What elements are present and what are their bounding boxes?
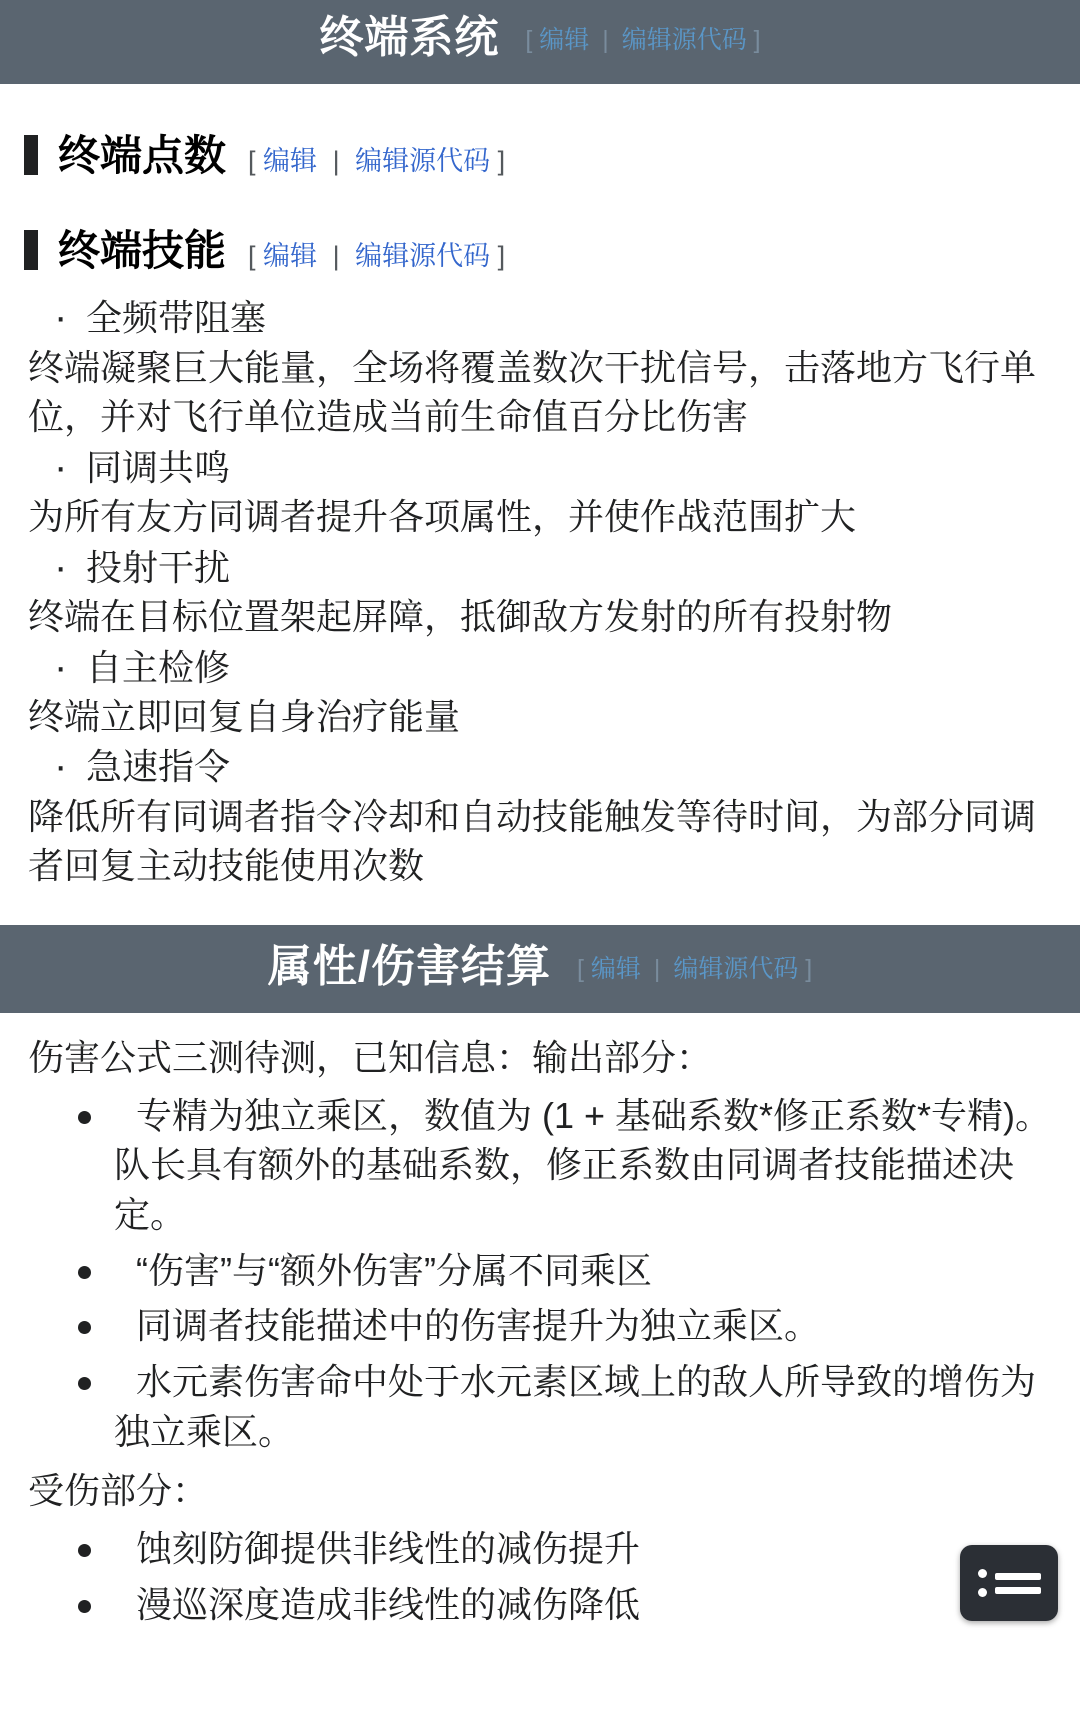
section-header-attribute-damage xyxy=(0,925,1080,1013)
output-bullet-list xyxy=(28,1091,1052,1457)
bracket-open: [ xyxy=(576,955,584,984)
link-separator: | xyxy=(332,146,340,176)
skill-description: 为所有友方同调者提升各项属性，并使作战范围扩大 xyxy=(28,496,857,538)
edit-link[interactable]: 编辑 xyxy=(539,26,590,54)
edit-source-link[interactable]: 编辑源代码 xyxy=(355,241,491,272)
menu-dot xyxy=(978,1569,987,1578)
menu-line xyxy=(995,1573,1041,1580)
skill-description: 终端凝聚巨大能量，全场将覆盖数次干扰信号，击落地方飞行单位，并对飞行单位造成当前生命值百分比伤害 xyxy=(28,346,1037,438)
list-item xyxy=(28,642,1052,742)
defense-bullet-list xyxy=(28,1524,1052,1629)
heading-marker xyxy=(24,230,38,270)
list-item: 漫巡深度造成非线性的减伤降低 xyxy=(114,1580,1052,1630)
subsection-edit-links-terminal-skills xyxy=(248,234,505,273)
section-edit-links-terminal-system xyxy=(525,20,760,56)
skill-list xyxy=(28,292,1052,891)
floating-menu-button[interactable] xyxy=(960,1545,1058,1621)
skill-name: · 自主检修 xyxy=(28,642,1052,694)
list-item: 水元素伤害命中处于水元素区域上的敌人所导致的增伤为独立乘区。 xyxy=(114,1357,1052,1456)
link-separator: | xyxy=(653,955,661,984)
section-header-terminal-system xyxy=(0,0,1080,84)
menu-line xyxy=(995,1587,1041,1594)
edit-link[interactable]: 编辑 xyxy=(590,955,641,984)
bracket-close: ] xyxy=(497,241,506,272)
list-item: 同调者技能描述中的伤害提升为独立乘区。 xyxy=(114,1301,1052,1351)
menu-dots xyxy=(978,1569,987,1597)
terminal-skills-content xyxy=(0,292,1080,891)
section-title-terminal-system: 终端系统 xyxy=(319,12,500,62)
bracket-open: [ xyxy=(525,26,533,54)
subsection-header-terminal-skills xyxy=(0,225,1080,274)
list-item xyxy=(28,542,1052,642)
subsection-title-terminal-skills: 终端技能 xyxy=(58,227,227,275)
skill-description: 终端在目标位置架起屏障，抵御敌方发射的所有投射物 xyxy=(28,595,893,637)
menu-line-group xyxy=(995,1566,1041,1601)
subsection-edit-links-terminal-points xyxy=(248,139,505,178)
edit-link[interactable]: 编辑 xyxy=(263,146,318,176)
bracket-open: [ xyxy=(248,241,256,272)
bracket-close: ] xyxy=(753,26,761,54)
bracket-close: ] xyxy=(497,146,506,176)
section-edit-links-attribute-damage xyxy=(577,949,812,985)
attribute-damage-content xyxy=(0,1033,1080,1629)
list-item xyxy=(28,741,1052,891)
skill-name: · 同调共鸣 xyxy=(28,442,1052,494)
skill-name: · 投射干扰 xyxy=(28,542,1052,594)
edit-link[interactable]: 编辑 xyxy=(263,241,318,272)
list-item: 蚀刻防御提供非线性的减伤提升 xyxy=(114,1524,1052,1574)
skill-name: · 全频带阻塞 xyxy=(28,292,1052,344)
damage-formula-lead: 伤害公式三测待测，已知信息：输出部分： xyxy=(28,1037,713,1079)
list-item: “伤害”与“额外伤害”分属不同乘区 xyxy=(114,1246,1052,1296)
edit-source-link[interactable]: 编辑源代码 xyxy=(621,26,747,54)
section-title-attribute-damage: 属性/伤害结算 xyxy=(267,941,551,991)
menu-dot xyxy=(978,1588,987,1597)
edit-source-link[interactable]: 编辑源代码 xyxy=(673,955,799,984)
list-item: 专精为独立乘区，数值为 (1 + 基础系数*修正系数*专精)。队长具有额外的基础系数，修正系数由同调者技能描述决定。 xyxy=(114,1091,1052,1240)
list-item xyxy=(28,442,1052,542)
link-separator: | xyxy=(332,241,340,272)
skill-description: 终端立即回复自身治疗能量 xyxy=(28,695,461,737)
skill-description: 降低所有同调者指令冷却和自动技能触发等待时间，为部分同调者回复主动技能使用次数 xyxy=(28,795,1037,887)
edit-source-link[interactable]: 编辑源代码 xyxy=(355,146,491,176)
link-separator: | xyxy=(602,26,609,54)
skill-name: · 急速指令 xyxy=(28,741,1052,793)
heading-marker xyxy=(24,135,38,175)
list-item xyxy=(28,292,1052,442)
bracket-close: ] xyxy=(805,955,813,984)
menu-lines-icon xyxy=(978,1566,1041,1601)
subsection-title-terminal-points: 终端点数 xyxy=(58,132,227,179)
subsection-header-terminal-points xyxy=(0,130,1080,179)
defense-section-lead: 受伤部分： xyxy=(28,1470,209,1512)
bracket-open: [ xyxy=(248,146,256,176)
